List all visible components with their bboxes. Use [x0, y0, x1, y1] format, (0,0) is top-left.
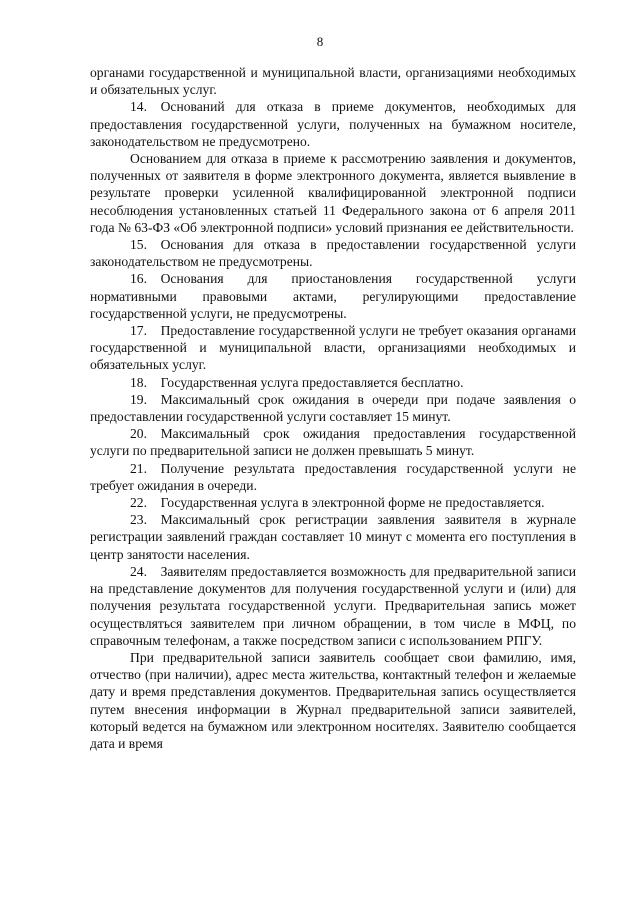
paragraph-number: 23.: [130, 512, 147, 528]
paragraph-number: 24.: [130, 563, 147, 579]
paragraph: [90, 64, 576, 98]
paragraph-text: Предоставление государственной услуги не требует оказания органами государственной и муниципальной власти, организациями необходимых и обязательных услуг.: [90, 323, 576, 373]
paragraph: [90, 460, 576, 494]
paragraph-number: 21.: [130, 460, 147, 476]
paragraph: [90, 374, 576, 391]
paragraph-text: Оснований для отказа в приеме документов, необходимых для предоставления государственной услуги, полученных на бумажном носителе, законодательством не предусмотрено.: [90, 99, 576, 149]
paragraph: [90, 236, 576, 270]
paragraph: [90, 649, 576, 752]
paragraph-text: Максимальный срок ожидания в очереди при подаче заявления о предоставлении государственной услуги составляет 15 минут.: [90, 391, 576, 425]
paragraph-number: 17.: [130, 323, 147, 339]
paragraph-text: органами государственной и муниципальной власти, организациями необходимых и обязательных услуг.: [90, 65, 576, 98]
paragraph: [90, 511, 576, 563]
paragraph: [90, 391, 576, 425]
paragraph-text: Государственная услуга предоставляется бесплатно.: [160, 374, 464, 390]
paragraph: [90, 563, 576, 649]
paragraph: [90, 270, 576, 322]
paragraph-text: Государственная услуга в электронной форме не предоставляется.: [160, 495, 545, 511]
paragraph-text: Основания для отказа в предоставлении государственной услуги законодательством не предусмотрены.: [90, 237, 576, 270]
document-body: [90, 64, 576, 752]
page-number: 8: [316, 34, 324, 49]
paragraph: [90, 425, 576, 459]
paragraph-number: 20.: [130, 426, 147, 442]
paragraph-text: Получение результата предоставления государственной услуги не требует ожидания в очереди.: [90, 460, 576, 493]
paragraph-number: 15.: [130, 237, 147, 253]
paragraph-text: При предварительной записи заявитель сообщает свои фамилию, имя, отчество (при наличии), адрес места жительства, контактный телефон и желаемые дату и время представления документов. Предварительная запись осуществляется путем внесения информации в Журнал предварительной записи заявителей, который ведется на бумажном или электронном носителях. Заявителю сообщается дата и время: [90, 649, 576, 751]
paragraph-number: 19.: [130, 391, 147, 407]
paragraph-number: 18.: [130, 374, 147, 390]
paragraph-number: 22.: [130, 495, 147, 511]
paragraph-text: Заявителям предоставляется возможность для предварительной записи на представление документов для получения государственной услуги и (или) для получения результата государственной услуги. Предварительная запись может осуществляться заявителем при личном обращении, в том числе в МФЦ, по справочным телефонам, а также посредством записи с использованием РПГУ.: [90, 563, 576, 648]
paragraph: [90, 150, 576, 236]
paragraph-number: 14.: [130, 99, 147, 115]
paragraph: [90, 98, 576, 150]
paragraph-number: 16.: [130, 271, 147, 287]
paragraph-text: Максимальный срок регистрации заявления заявителя в журнале регистрации заявлений граждан составляет 10 минут с момента его поступления в центр занятости населения.: [90, 512, 576, 562]
paragraph-text: Максимальный срок ожидания предоставления государственной услуги по предварительной записи не должен превышать 5 минут.: [90, 426, 576, 459]
paragraph-text: Основания для приостановления государственной услуги нормативными правовыми актами, регулирующими предоставление государственной услуги, не предусмотрены.: [90, 271, 576, 321]
paragraph: [90, 494, 576, 511]
paragraph: [90, 322, 576, 374]
paragraph-text: Основанием для отказа в приеме к рассмотрению заявления и документов, полученных от заявителя в форме электронного документа, является выявление в результате проверки усиленной квалифицированной электронной подписи несоблюдения установленных статьей 11 Федерального закона от 6 апреля 2011 года № 63-ФЗ «Об электронной подписи» условий признания ее действительности.: [90, 151, 576, 235]
